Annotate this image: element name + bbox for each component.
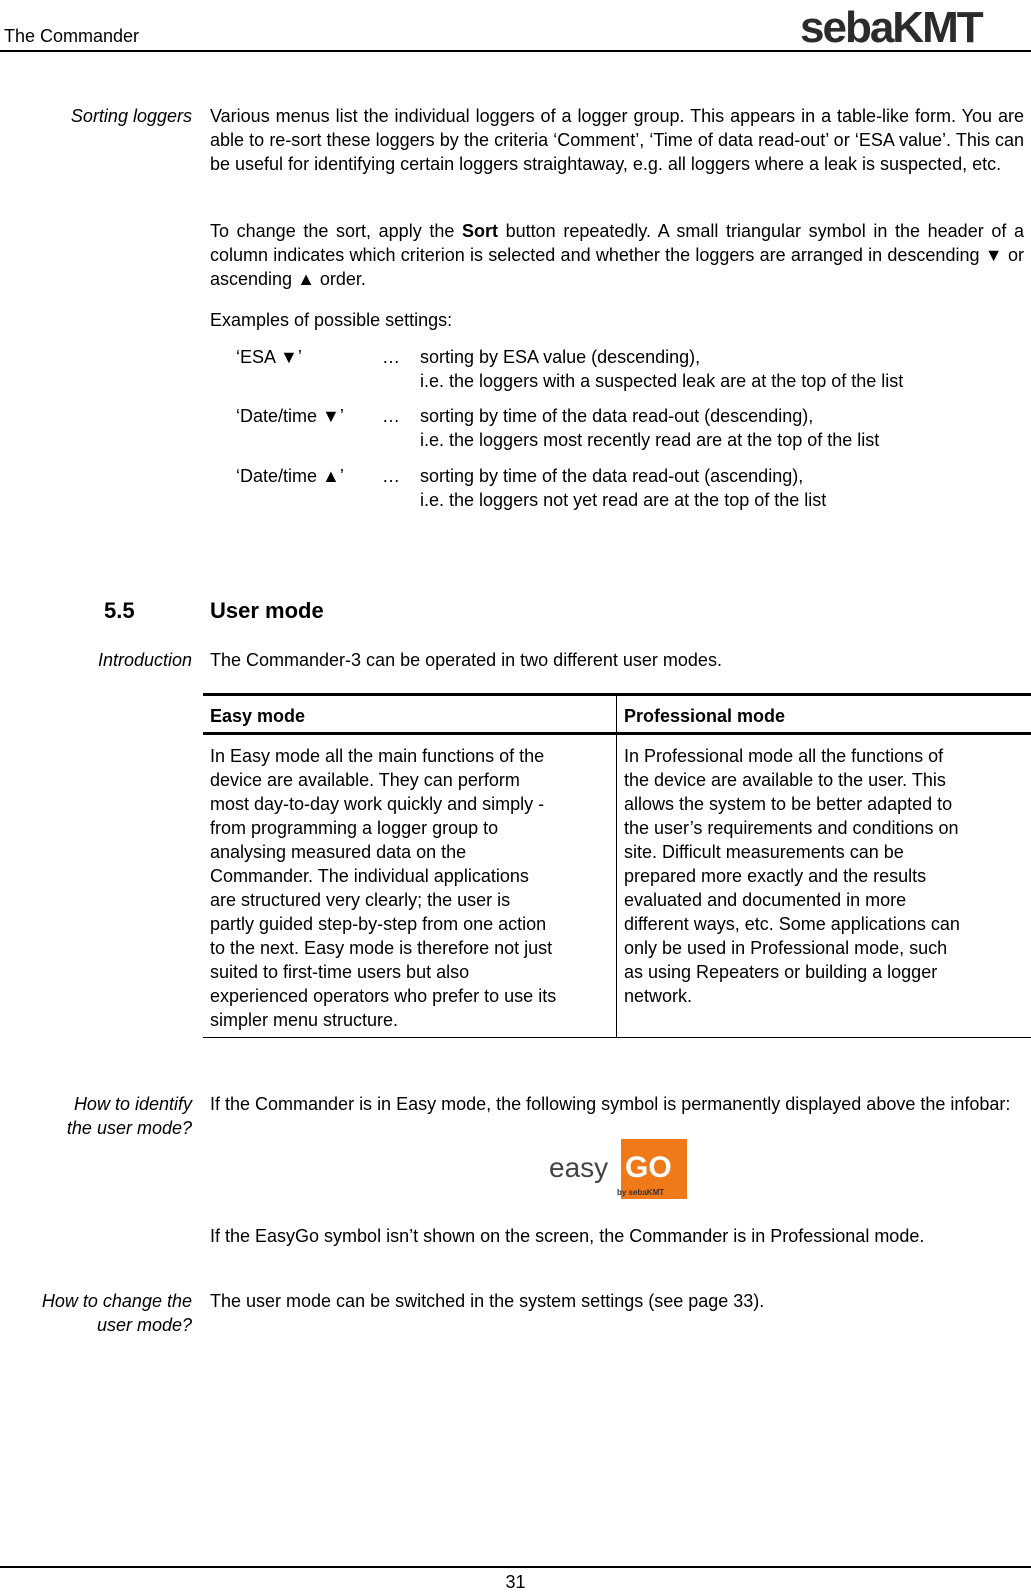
side-line: How to change the xyxy=(41,1291,192,1311)
header-rule xyxy=(0,50,1031,52)
example-key: ‘Date/time ▼’ xyxy=(236,406,344,426)
example-line-1: sorting by ESA value (descending), xyxy=(420,347,701,367)
cell-line: Commander. The individual applications xyxy=(210,866,529,886)
example-dots: … xyxy=(382,406,400,426)
side-line: How to identify xyxy=(73,1094,192,1114)
cell-line: to the next. Easy mode is therefore not just xyxy=(210,938,553,958)
cell-line: site. Difficult measurements can be xyxy=(624,842,904,862)
side-label-introduction: Introduction xyxy=(97,650,192,670)
header-title: The Commander xyxy=(4,26,140,46)
cell-line: In Professional mode all the functions of xyxy=(624,746,944,766)
cell-line: experienced operators who prefer to use its xyxy=(210,986,557,1006)
cell-line: are structured very clearly; the user is xyxy=(210,890,511,910)
cell-line: the device are available to the user. This xyxy=(624,770,946,790)
logo-text: sebaKMT xyxy=(800,6,982,48)
para2-text-after: button repeatedly. A small triangular symbol in the header of a column indicates which criterion is selected and whether the loggers are arranged in descending ▼ or ascending ▲ order. xyxy=(210,221,1024,289)
introduction-text: The Commander-3 can be operated in two different user modes. xyxy=(210,650,722,670)
cell-line: analysing measured data on the xyxy=(210,842,467,862)
cell-line: simpler menu structure. xyxy=(210,1010,399,1030)
cell-line: most day-to-day work quickly and simply - xyxy=(210,794,545,814)
cell-line: suited to first-time users but also xyxy=(210,962,470,982)
example-line-1: sorting by time of the data read-out (ascending), xyxy=(420,466,804,486)
section-title: User mode xyxy=(210,598,324,623)
change-text: The user mode can be switched in the system settings (see page 33). xyxy=(210,1291,765,1311)
sebakmt-logo xyxy=(800,6,1024,48)
table-header-rule xyxy=(203,732,1031,735)
side-label-identify xyxy=(0,1092,192,1140)
example-dots: … xyxy=(382,347,400,367)
sort-button-label: Sort xyxy=(462,221,498,241)
sorting-paragraph-2 xyxy=(210,219,1024,291)
example-dots: … xyxy=(382,466,400,486)
easygo-by-text: by sebaKMT xyxy=(617,1188,665,1197)
cell-line: only be used in Professional mode, such xyxy=(624,938,948,958)
cell-line: different ways, etc. Some applications can xyxy=(624,914,960,934)
side-label-change xyxy=(0,1289,192,1337)
example-key: ‘Date/time ▲’ xyxy=(236,466,344,486)
example-description xyxy=(420,345,1020,393)
table-header-professional: Professional mode xyxy=(624,706,786,726)
cell-line: partly guided step-by-step from one action xyxy=(210,914,547,934)
para2-text-before: To change the sort, apply the xyxy=(210,221,462,241)
example-line-2: i.e. the loggers with a suspected leak are at the top of the list xyxy=(420,371,904,391)
page-number: 31 xyxy=(505,1572,526,1592)
side-line: the user mode? xyxy=(66,1118,192,1138)
example-description xyxy=(420,464,1020,512)
sorting-paragraph-1: Various menus list the individual loggers of a logger group. This appears in a table-like form. You are able to re-sort these loggers by the criteria ‘Comment’, ‘Time of data read-out’ or ‘ESA value’. This can be useful for identifying certain loggers straightaway, e.g. all loggers where a leak is suspected, etc. xyxy=(210,106,1024,174)
cell-line: network. xyxy=(624,986,693,1006)
section-number: 5.5 xyxy=(104,598,135,623)
table-cell-professional xyxy=(624,744,1028,1008)
easygo-symbol xyxy=(547,1139,687,1199)
easygo-easy-text: easy xyxy=(549,1152,609,1183)
identify-after-text: If the EasyGo symbol isn’t shown on the screen, the Commander is in Professional mode. xyxy=(210,1226,925,1246)
table-top-rule xyxy=(203,693,1031,696)
identify-text: If the Commander is in Easy mode, the following symbol is permanently displayed above the infobar: xyxy=(210,1094,1011,1114)
example-line-1: sorting by time of the data read-out (descending), xyxy=(420,406,814,426)
table-column-divider xyxy=(616,693,617,1038)
example-line-2: i.e. the loggers most recently read are at the top of the list xyxy=(420,430,880,450)
easygo-go-text: GO xyxy=(625,1151,672,1184)
example-description xyxy=(420,404,1020,452)
side-label-sorting: Sorting loggers xyxy=(70,106,192,126)
cell-line: the user’s requirements and conditions on xyxy=(624,818,959,838)
side-line: user mode? xyxy=(96,1315,192,1335)
cell-line: prepared more exactly and the results xyxy=(624,866,927,886)
table-cell-easy xyxy=(210,744,614,1032)
cell-line: In Easy mode all the main functions of the xyxy=(210,746,545,766)
example-key: ‘ESA ▼’ xyxy=(236,347,302,367)
cell-line: as using Repeaters or building a logger xyxy=(624,962,938,982)
example-line-2: i.e. the loggers not yet read are at the top of the list xyxy=(420,490,827,510)
table-header-easy: Easy mode xyxy=(210,706,306,726)
examples-intro: Examples of possible settings: xyxy=(210,310,453,330)
cell-line: device are available. They can perform xyxy=(210,770,520,790)
table-bottom-rule xyxy=(203,1037,1031,1038)
cell-line: from programming a logger group to xyxy=(210,818,499,838)
cell-line: allows the system to be better adapted to xyxy=(624,794,953,814)
cell-line: evaluated and documented in more xyxy=(624,890,907,910)
footer-rule xyxy=(0,1566,1031,1568)
